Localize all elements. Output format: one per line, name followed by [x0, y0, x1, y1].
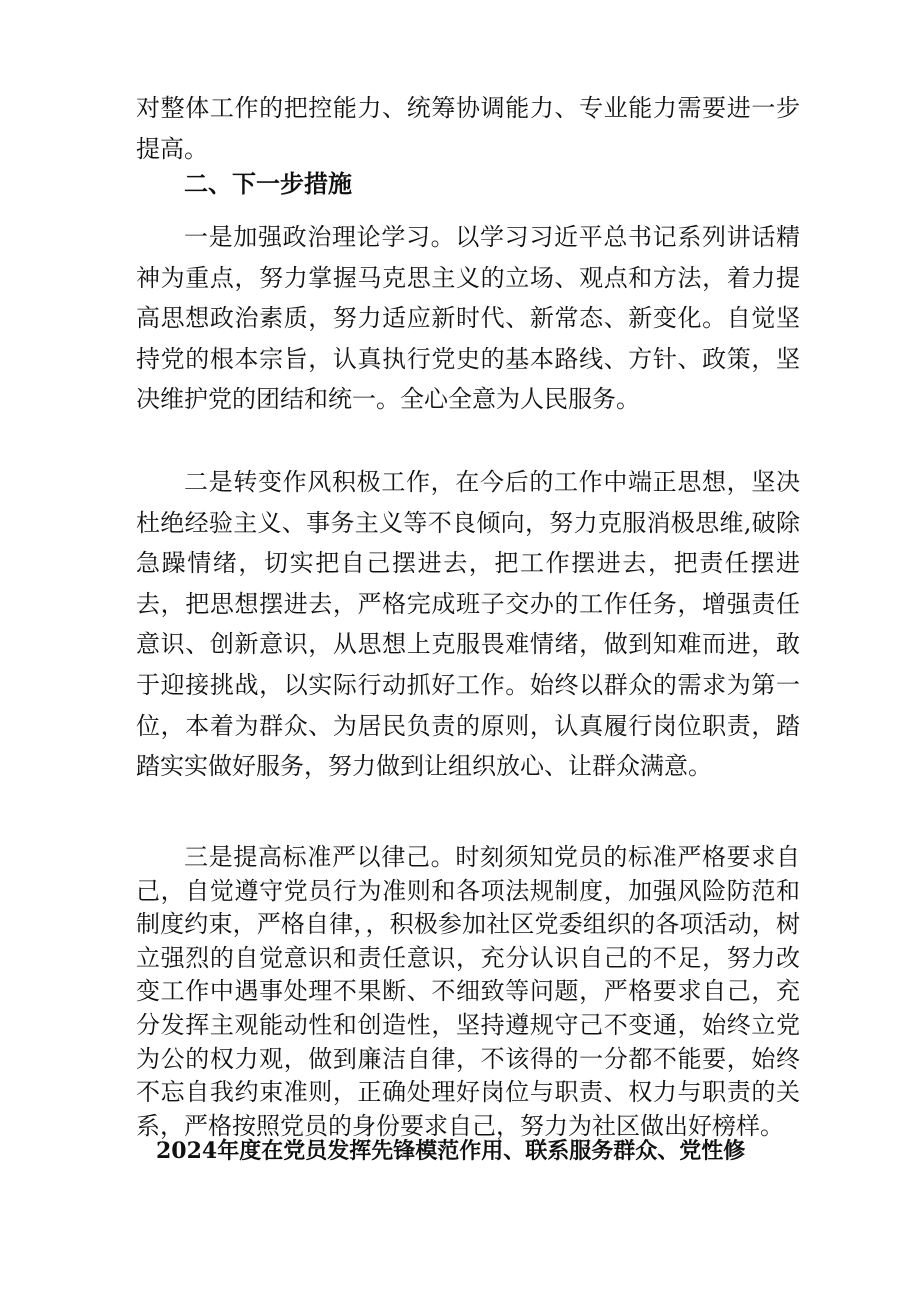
measure-three-paragraph: 三是提高标准严以律己。时刻须知党员的标准严格要求自己，自觉遵守党员行为准则和各项法规制度，加强风险防范和制度约束，严格自律，，积极参加社区党委组织的各项活动，树立强烈的自觉意识和责任意识，充分认识自己的不足，努力改变工作中遇事处理不果断、不细致等问题，严格要求自己，充分发挥主观能动性和创造性，坚持遵规守己不变通，始终立党为公的权力观，做到廉洁自律，不该得的一分都不能要，始终不忘自我约束准则，正确处理好岗位与职责、权力与职责的关系，严格按照党员的身份要求自己，努力为社区做出好榜样。 — [136, 843, 800, 1140]
next-document-title: 2024年度在党员发挥先锋模范作用、联系服务群众、党性修 — [156, 1138, 746, 1164]
measure-one-paragraph: 一是加强政治理论学习。以学习习近平总书记系列讲话精神为重点，努力掌握马克思主义的立场、观点和方法，着力提高思想政治素质，努力适应新时代、新常态、新变化。自觉坚持党的根本宗旨，认真执行党史的基本路线、方针、政策，坚决维护党的团结和统一。全心全意为人民服务。 — [136, 223, 800, 414]
measure-two-paragraph: 二是转变作风积极工作，在今后的工作中端正思想，坚决杜绝经验主义、事务主义等不良倾向，努力克服消极思维,破除急躁情绪，切实把自己摆进去，把工作摆进去，把责任摆进去，把思想摆进去，严格完成班子交办的工作任务，增强责任意识、创新意识，从思想上克服畏难情绪，做到知难而进，敢于迎接挑战，以实际行动抓好工作。始终以群众的需求为第一位，本着为群众、为居民负责的原则，认真履行岗位职责，踏踏实实做好服务，努力做到让组织放心、让群众满意。 — [136, 468, 800, 781]
section-heading: 二、下一步措施 — [184, 169, 352, 198]
intro-paragraph: 对整体工作的把控能力、统筹协调能力、专业能力需要进一步提高。 — [136, 94, 800, 163]
